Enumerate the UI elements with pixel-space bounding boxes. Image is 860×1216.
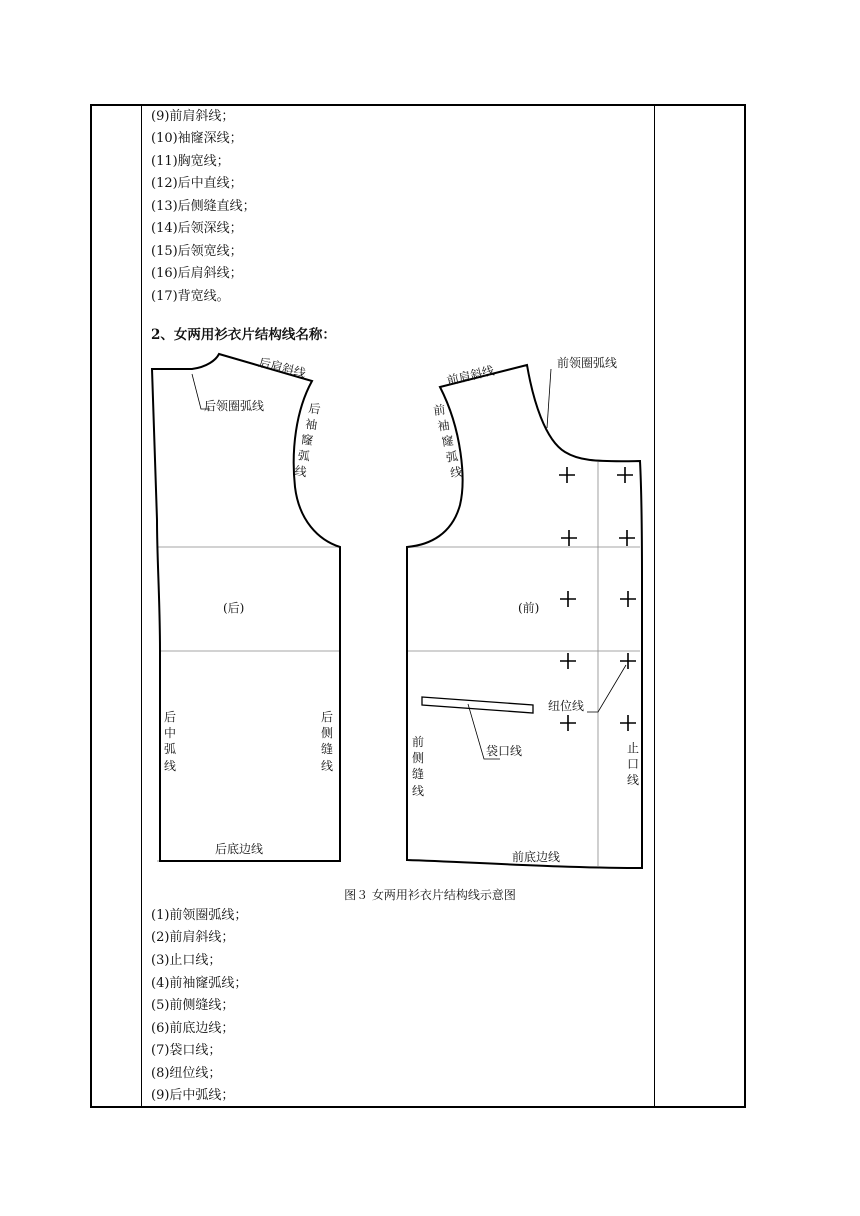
- front-side-label: [412, 735, 424, 798]
- list-item: (13)后侧缝直线；: [151, 199, 256, 214]
- diagram-label-char: 线: [293, 463, 308, 480]
- list-item: (15)后领宽线；: [151, 244, 243, 259]
- diagram-label-char: 后: [307, 401, 322, 417]
- diagram-label-char: 袖: [304, 416, 319, 433]
- diagram-label-char: 弧: [296, 448, 311, 464]
- button-marks: [559, 467, 636, 731]
- front-shoulder-label: 前肩斜线: [445, 363, 496, 388]
- list-item: (10)袖窿深线；: [151, 131, 243, 146]
- list-item: (9)前肩斜线；: [151, 109, 235, 124]
- list-item: (14)后领深线；: [151, 221, 243, 236]
- list-item: (5)前侧缝线；: [151, 998, 235, 1013]
- button-position-label: 纽位线: [548, 699, 585, 713]
- button-mark: [561, 530, 577, 546]
- diagram-label-char: 中: [164, 726, 177, 740]
- diagram-label-char: 缝: [412, 767, 425, 781]
- front-panel-label: (前): [518, 601, 540, 615]
- diagram-label-char: 窿: [440, 433, 455, 450]
- diagram-label-char: 侧: [321, 726, 334, 740]
- button-mark: [560, 653, 576, 669]
- pocket-welt: [422, 697, 533, 713]
- list-item: (7)袋口线；: [151, 1043, 222, 1058]
- placket-label: [627, 741, 639, 787]
- button-mark: [620, 715, 636, 731]
- diagram-label-char: 线: [164, 759, 177, 773]
- list-item: (17)背宽线。: [151, 289, 230, 304]
- front-hem-label: 前底边线: [512, 850, 561, 864]
- section-heading: 2、女两用衫衣片结构线名称：: [151, 327, 336, 343]
- front-neck-label: 前领圈弧线: [557, 356, 618, 370]
- diagram-label-char: 止: [627, 741, 640, 755]
- list-item: (8)纽位线；: [151, 1066, 222, 1081]
- list-item: (3)止口线；: [151, 953, 222, 968]
- figure-caption: 图３ 女两用衫衣片结构线示意图: [344, 888, 516, 902]
- diagram-label-char: 前: [412, 735, 425, 749]
- list-item: (12)后中直线；: [151, 176, 243, 191]
- button-mark: [617, 467, 633, 483]
- back-armhole-label: [294, 400, 322, 480]
- diagram-label-char: 袖: [436, 418, 451, 434]
- button-mark: [559, 467, 575, 483]
- diagram-label-char: 线: [449, 464, 464, 481]
- list-item: (2)前肩斜线；: [151, 930, 235, 945]
- back-hem-label: 后底边线: [215, 842, 264, 856]
- button-mark: [620, 653, 636, 669]
- list-item: (1)前领圈弧线；: [151, 908, 248, 923]
- list-item: (9)后中弧线；: [151, 1088, 235, 1103]
- back-neck-label: 后领圈弧线: [204, 399, 265, 413]
- diagram-label-char: 后: [164, 710, 177, 724]
- back-panel-label: (后): [223, 601, 245, 615]
- back-side-label: [321, 710, 333, 773]
- pocket-label: 袋口线: [486, 744, 523, 758]
- button-mark: [619, 530, 635, 546]
- diagram-label-char: 侧: [412, 751, 425, 765]
- button-mark: [560, 591, 576, 607]
- list-item: (11)胸宽线；: [151, 154, 230, 169]
- button-mark: [560, 715, 576, 731]
- diagram-label-char: 线: [321, 759, 334, 773]
- list-item: (6)前底边线；: [151, 1021, 235, 1036]
- diagram-label-char: 弧: [445, 449, 459, 465]
- diagram-label-char: 弧: [164, 742, 177, 756]
- diagram-label-char: 缝: [321, 742, 334, 756]
- diagram-label-char: 前: [432, 402, 447, 418]
- back-shoulder-label: 后肩斜线: [257, 355, 308, 381]
- diagram-label-char: 线: [627, 773, 640, 787]
- list-item: (4)前袖窿弧线；: [151, 976, 248, 991]
- list-item: (16)后肩斜线；: [151, 266, 243, 281]
- diagram-label-char: 窿: [300, 432, 315, 448]
- diagram-label-char: 口: [627, 757, 640, 771]
- button-mark: [620, 591, 636, 607]
- diagram-label-char: 后: [321, 710, 334, 724]
- diagram-label-char: 线: [412, 784, 425, 798]
- back-center-label: [164, 710, 176, 773]
